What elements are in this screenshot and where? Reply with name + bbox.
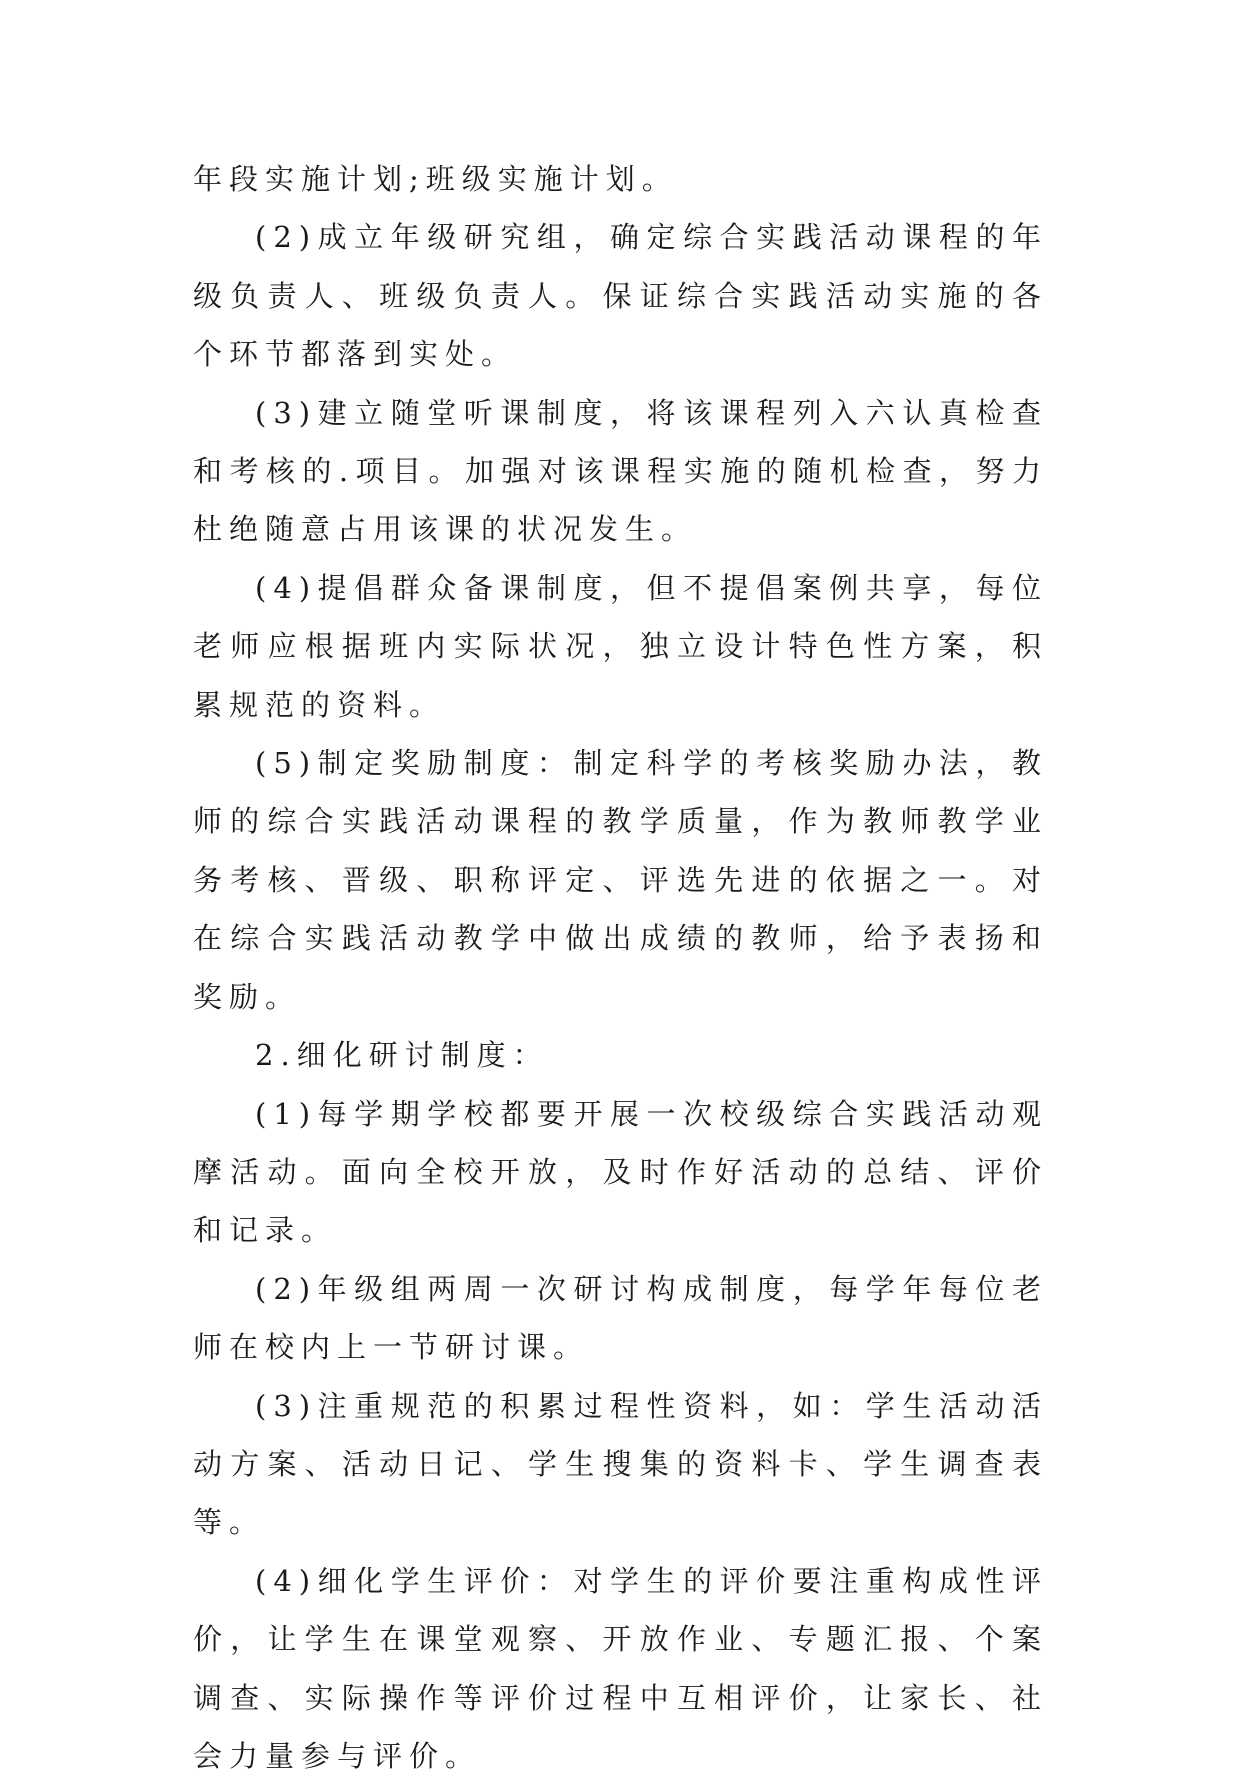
- paragraph-6: 2.细化研讨制度：: [255, 1038, 549, 1073]
- paragraph-9: (3)注重规范的积累过程性资料，如：学生活动活动方案、活动日记、学生搜集的资料卡、学生调查表等。: [193, 1388, 1048, 1540]
- paragraph-7: (1)每学期学校都要开展一次校级综合实践活动观摩活动。面向全校开放，及时作好活动的总结、评价和记录。: [193, 1096, 1048, 1248]
- paragraph-3: (3)建立随堂听课制度，将该课程列入六认真检查和考核的.项目。加强对该课程实施的随机检查，努力杜绝随意占用该课的状况发生。: [193, 395, 1048, 547]
- paragraph-8: (2)年级组两周一次研讨构成制度，每学年每位老师在校内上一节研讨课。: [193, 1271, 1048, 1365]
- paragraph-10: (4)细化学生评价：对学生的评价要注重构成性评价，让学生在课堂观察、开放作业、专题汇报、个案调查、实际操作等评价过程中互相评价，让家长、社会力量参与评价。: [193, 1563, 1048, 1773]
- paragraph-2: (2)成立年级研究组，确定综合实践活动课程的年级负责人、班级负责人。保证综合实践活动实施的各个环节都落到实处。: [193, 220, 1048, 372]
- document-body: [193, 150, 1048, 1785]
- paragraph-4: (4)提倡群众备课制度，但不提倡案例共享，每位老师应根据班内实际状况，独立设计特色性方案，积累规范的资料。: [193, 570, 1048, 722]
- paragraph-5: (5)制定奖励制度：制定科学的考核奖励办法，教师的综合实践活动课程的教学质量，作为教师教学业务考核、晋级、职称评定、评选先进的依据之一。对在综合实践活动教学中做出成绩的教师，给予表扬和奖励。: [193, 746, 1048, 1014]
- paragraph-1: 年段实施计划;班级实施计划。: [193, 162, 678, 196]
